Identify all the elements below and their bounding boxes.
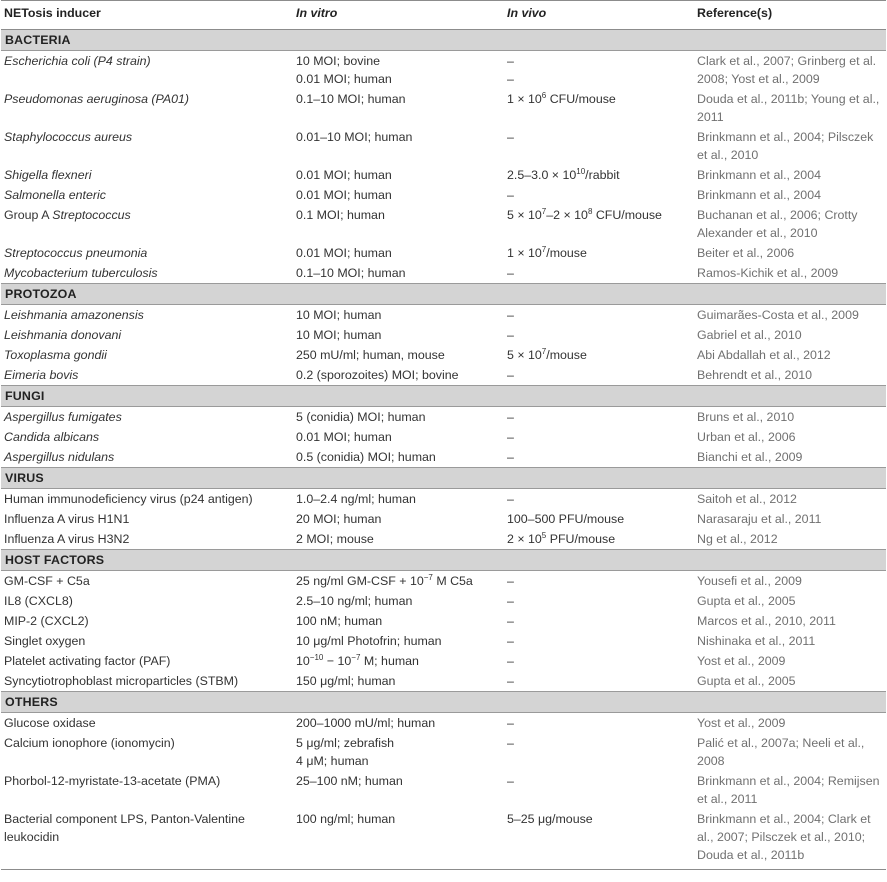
cell-references: Brinkmann et al., 2004; Clark et al., 2007; Pilsczek et al., 2010; Douda et al., 2011b	[694, 809, 886, 870]
table-row	[1, 713, 886, 734]
cell-in-vivo: –	[507, 654, 514, 668]
header-inducer: NETosis inducer	[1, 1, 293, 30]
cell-references: Ng et al., 2012	[697, 532, 778, 546]
cell-in-vitro: $10^{-10} - 10^{-7}$ M; human	[296, 653, 419, 668]
cell-in-vivo: –	[507, 188, 514, 202]
cell-in-vivo: –	[507, 736, 514, 750]
cell-in-vivo: –	[507, 492, 514, 506]
table-row	[1, 305, 886, 326]
cell-inducer: Candida albicans	[4, 430, 100, 444]
cell-in-vivo: –	[507, 450, 514, 464]
table-row	[1, 185, 886, 205]
cell-references: Yost et al., 2009	[697, 716, 786, 730]
cell-in-vitro: 5 (conidia) MOI; human	[296, 410, 426, 424]
cell-inducer: Influenza A virus H1N1	[4, 512, 130, 526]
cell-references: Gupta et al., 2005	[697, 674, 796, 688]
cell-references: Narasaraju et al., 2011	[697, 512, 822, 526]
table-row	[1, 733, 886, 771]
cell-in-vitro: 100 nM; human	[296, 614, 383, 628]
cell-in-vivo: $2 \times 10^5$ PFU/mouse	[507, 531, 616, 546]
table-row	[1, 325, 886, 345]
cell-in-vivo: –	[507, 674, 514, 688]
table-row	[1, 529, 886, 550]
cell-in-vitro: 200–1000 mU/ml; human	[296, 716, 436, 730]
category-row	[1, 284, 886, 305]
table-row	[1, 771, 886, 809]
cell-in-vitro: 0.01 MOI; human	[296, 168, 392, 182]
cell-inducer: Leishmania amazonensis	[4, 308, 144, 322]
cell-in-vitro: 5 μg/ml; zebrafish 4 μM; human	[296, 736, 395, 768]
table-row	[1, 205, 886, 243]
cell-inducer: Eimeria bovis	[4, 368, 79, 382]
cell-in-vitro: 10 MOI; human	[296, 308, 382, 322]
cell-in-vivo: $2.5-3.0 \times 10^{10}$/rabbit	[507, 167, 620, 182]
cell-references: Bianchi et al., 2009	[697, 450, 803, 464]
header-in-vivo	[504, 1, 694, 30]
netosis-inducer-table-container	[1, 0, 886, 870]
category-label: BACTERIA	[1, 30, 886, 51]
cell-references: Douda et al., 2011b; Young et al., 2011	[697, 92, 880, 124]
cell-in-vivo: –	[507, 574, 514, 588]
cell-in-vivo: –	[507, 614, 514, 628]
cell-in-vivo: –	[507, 774, 514, 788]
table-row	[1, 651, 886, 671]
cell-references: Clark et al., 2007; Grinberg et al. 2008; Yost et al., 2009	[697, 54, 877, 86]
category-label: PROTOZOA	[1, 284, 886, 305]
cell-references: Ramos-Kichik et al., 2009	[697, 266, 839, 280]
cell-inducer: Leishmania donovani	[4, 328, 122, 342]
cell-inducer: Pseudomonas aeruginosa (PA01)	[4, 92, 190, 106]
cell-inducer: Glucose oxidase	[4, 716, 96, 730]
table-row	[1, 611, 886, 631]
cell-in-vivo: –	[507, 430, 514, 444]
table-row	[1, 51, 886, 90]
cell-in-vitro: 10 μg/ml Photofrin; human	[296, 634, 442, 648]
cell-references: Yousefi et al., 2009	[697, 574, 802, 588]
cell-in-vivo: –	[507, 410, 514, 424]
cell-in-vivo: – –	[507, 54, 514, 86]
cell-in-vitro: 25 ng/ml $GM-CSF + 10^{-7}$ M C5a	[296, 573, 473, 588]
netosis-inducer-table	[1, 0, 886, 870]
cell-references: Marcos et al., 2010, 2011	[697, 614, 836, 628]
cell-in-vitro: 10 MOI; bovine 0.01 MOI; human	[296, 54, 392, 86]
header-in-vitro-label: In vitro	[296, 6, 338, 20]
table-row	[1, 427, 886, 447]
cell-inducer: Group A Streptococcus	[4, 208, 131, 222]
cell-in-vivo: –	[507, 368, 514, 382]
category-row	[1, 386, 886, 407]
cell-in-vitro: 250 mU/ml; human, mouse	[296, 348, 445, 362]
cell-inducer: Staphylococcus aureus	[4, 130, 133, 144]
cell-in-vitro: 0.1–10 MOI; human	[296, 266, 406, 280]
category-row	[1, 30, 886, 51]
cell-in-vitro: 1.0–2.4 ng/ml; human	[296, 492, 416, 506]
table-row	[1, 365, 886, 386]
table-row	[1, 345, 886, 365]
cell-in-vitro: 0.1 MOI; human	[296, 208, 385, 222]
cell-inducer: Aspergillus nidulans	[4, 450, 115, 464]
cell-in-vivo: –	[507, 328, 514, 342]
cell-references: Brinkmann et al., 2004	[697, 188, 821, 202]
category-label: HOST FACTORS	[1, 550, 886, 571]
cell-in-vivo: 5–25 μg/mouse	[504, 809, 694, 870]
cell-inducer: GM-CSF + C5a	[4, 574, 90, 588]
category-label: FUNGI	[1, 386, 886, 407]
cell-references: Beiter et al., 2006	[697, 246, 795, 260]
cell-inducer: MIP-2 (CXCL2)	[4, 614, 89, 628]
table-body	[1, 30, 886, 870]
category-label: VIRUS	[1, 468, 886, 489]
cell-inducer: Mycobacterium tuberculosis	[4, 266, 158, 280]
table-header	[1, 1, 886, 30]
table-row	[1, 571, 886, 592]
cell-in-vitro: 0.01 MOI; human	[296, 246, 392, 260]
cell-inducer: Streptococcus pneumonia	[4, 246, 148, 260]
cell-inducer: Platelet activating factor (PAF)	[4, 654, 171, 668]
cell-in-vitro: 0.2 (sporozoites) MOI; bovine	[296, 368, 459, 382]
cell-inducer: IL8 (CXCL8)	[4, 594, 73, 608]
cell-in-vitro: 2 MOI; mouse	[296, 532, 374, 546]
category-label: OTHERS	[1, 692, 886, 713]
cell-in-vivo: –	[507, 266, 514, 280]
cell-inducer: Calcium ionophore (ionomycin)	[4, 736, 175, 750]
cell-in-vitro: 0.1–10 MOI; human	[296, 92, 406, 106]
cell-in-vivo: 100–500 PFU/mouse	[507, 512, 625, 526]
category-row	[1, 692, 886, 713]
cell-inducer: Escherichia coli (P4 strain)	[4, 54, 151, 68]
cell-references: Saitoh et al., 2012	[697, 492, 797, 506]
table-row	[1, 509, 886, 529]
cell-in-vitro: 0.01 MOI; human	[296, 430, 392, 444]
header-in-vitro	[293, 1, 504, 30]
cell-references: Urban et al., 2006	[697, 430, 796, 444]
cell-references: Gabriel et al., 2010	[697, 328, 802, 342]
header-references: Reference(s)	[694, 1, 886, 30]
cell-inducer: Toxoplasma gondii	[4, 348, 107, 362]
cell-in-vitro: 25–100 nM; human	[296, 774, 403, 788]
cell-references: Abi Abdallah et al., 2012	[697, 348, 831, 362]
cell-references: Nishinaka et al., 2011	[697, 634, 816, 648]
cell-in-vivo: –	[507, 308, 514, 322]
cell-in-vivo: $5 \times 10^7$/mouse	[507, 347, 587, 362]
cell-inducer: Human immunodeficiency virus (p24 antigen)	[4, 492, 253, 506]
table-row	[1, 447, 886, 468]
cell-references: Guimarães-Costa et al., 2009	[697, 308, 859, 322]
header-row	[1, 1, 886, 30]
cell-in-vitro: 20 MOI; human	[296, 512, 382, 526]
cell-in-vivo: $1 \times 10^6$ CFU/mouse	[507, 91, 616, 106]
table-row	[1, 89, 886, 127]
cell-references: Bruns et al., 2010	[697, 410, 795, 424]
cell-inducer: Influenza A virus H3N2	[4, 532, 130, 546]
table-row	[1, 489, 886, 510]
cell-references: Brinkmann et al., 2004; Pilsczek et al., 2010	[697, 130, 874, 162]
cell-in-vitro: 0.5 (conidia) MOI; human	[296, 450, 436, 464]
table-row	[1, 809, 886, 870]
cell-inducer: Bacterial component LPS, Panton-Valentine leukocidin	[1, 809, 293, 870]
category-row	[1, 468, 886, 489]
cell-in-vitro: 10 MOI; human	[296, 328, 382, 342]
cell-inducer: Salmonella enteric	[4, 188, 106, 202]
cell-in-vivo: $5 \times 10^7-2 \times 10^8$ CFU/mouse	[507, 207, 662, 222]
table-row	[1, 631, 886, 651]
table-row	[1, 127, 886, 165]
cell-references: Brinkmann et al., 2004; Remijsen et al., 2011	[697, 774, 880, 806]
cell-references: Palić et al., 2007a; Neeli et al., 2008	[697, 736, 865, 768]
cell-in-vitro: 0.01 MOI; human	[296, 188, 392, 202]
category-row	[1, 550, 886, 571]
table-row	[1, 591, 886, 611]
cell-references: Gupta et al., 2005	[697, 594, 796, 608]
cell-references: Yost et al., 2009	[697, 654, 786, 668]
cell-in-vitro: 100 ng/ml; human	[293, 809, 504, 870]
table-row	[1, 165, 886, 185]
table-row	[1, 407, 886, 428]
table-row	[1, 671, 886, 692]
cell-in-vivo: –	[507, 716, 514, 730]
cell-inducer: Shigella flexneri	[4, 168, 92, 182]
cell-references: Behrendt et al., 2010	[697, 368, 813, 382]
cell-references: Buchanan et al., 2006; Crotty Alexander et al., 2010	[697, 208, 858, 240]
cell-in-vivo: –	[507, 130, 514, 144]
cell-in-vitro: 2.5–10 ng/ml; human	[296, 594, 413, 608]
cell-in-vivo: –	[507, 634, 514, 648]
cell-inducer: Singlet oxygen	[4, 634, 86, 648]
cell-in-vitro: 150 μg/ml; human	[296, 674, 396, 688]
table-row	[1, 263, 886, 284]
cell-in-vitro: 0.01–10 MOI; human	[296, 130, 413, 144]
header-in-vivo-label: In vivo	[507, 6, 547, 20]
cell-in-vivo: $1 \times 10^7$/mouse	[507, 245, 587, 260]
cell-inducer: Phorbol-12-myristate-13-acetate (PMA)	[4, 774, 221, 788]
cell-in-vivo: –	[507, 594, 514, 608]
cell-inducer: Aspergillus fumigates	[4, 410, 122, 424]
table-row	[1, 243, 886, 263]
cell-references: Brinkmann et al., 2004	[697, 168, 821, 182]
cell-inducer: Syncytiotrophoblast microparticles (STBM)	[4, 674, 239, 688]
